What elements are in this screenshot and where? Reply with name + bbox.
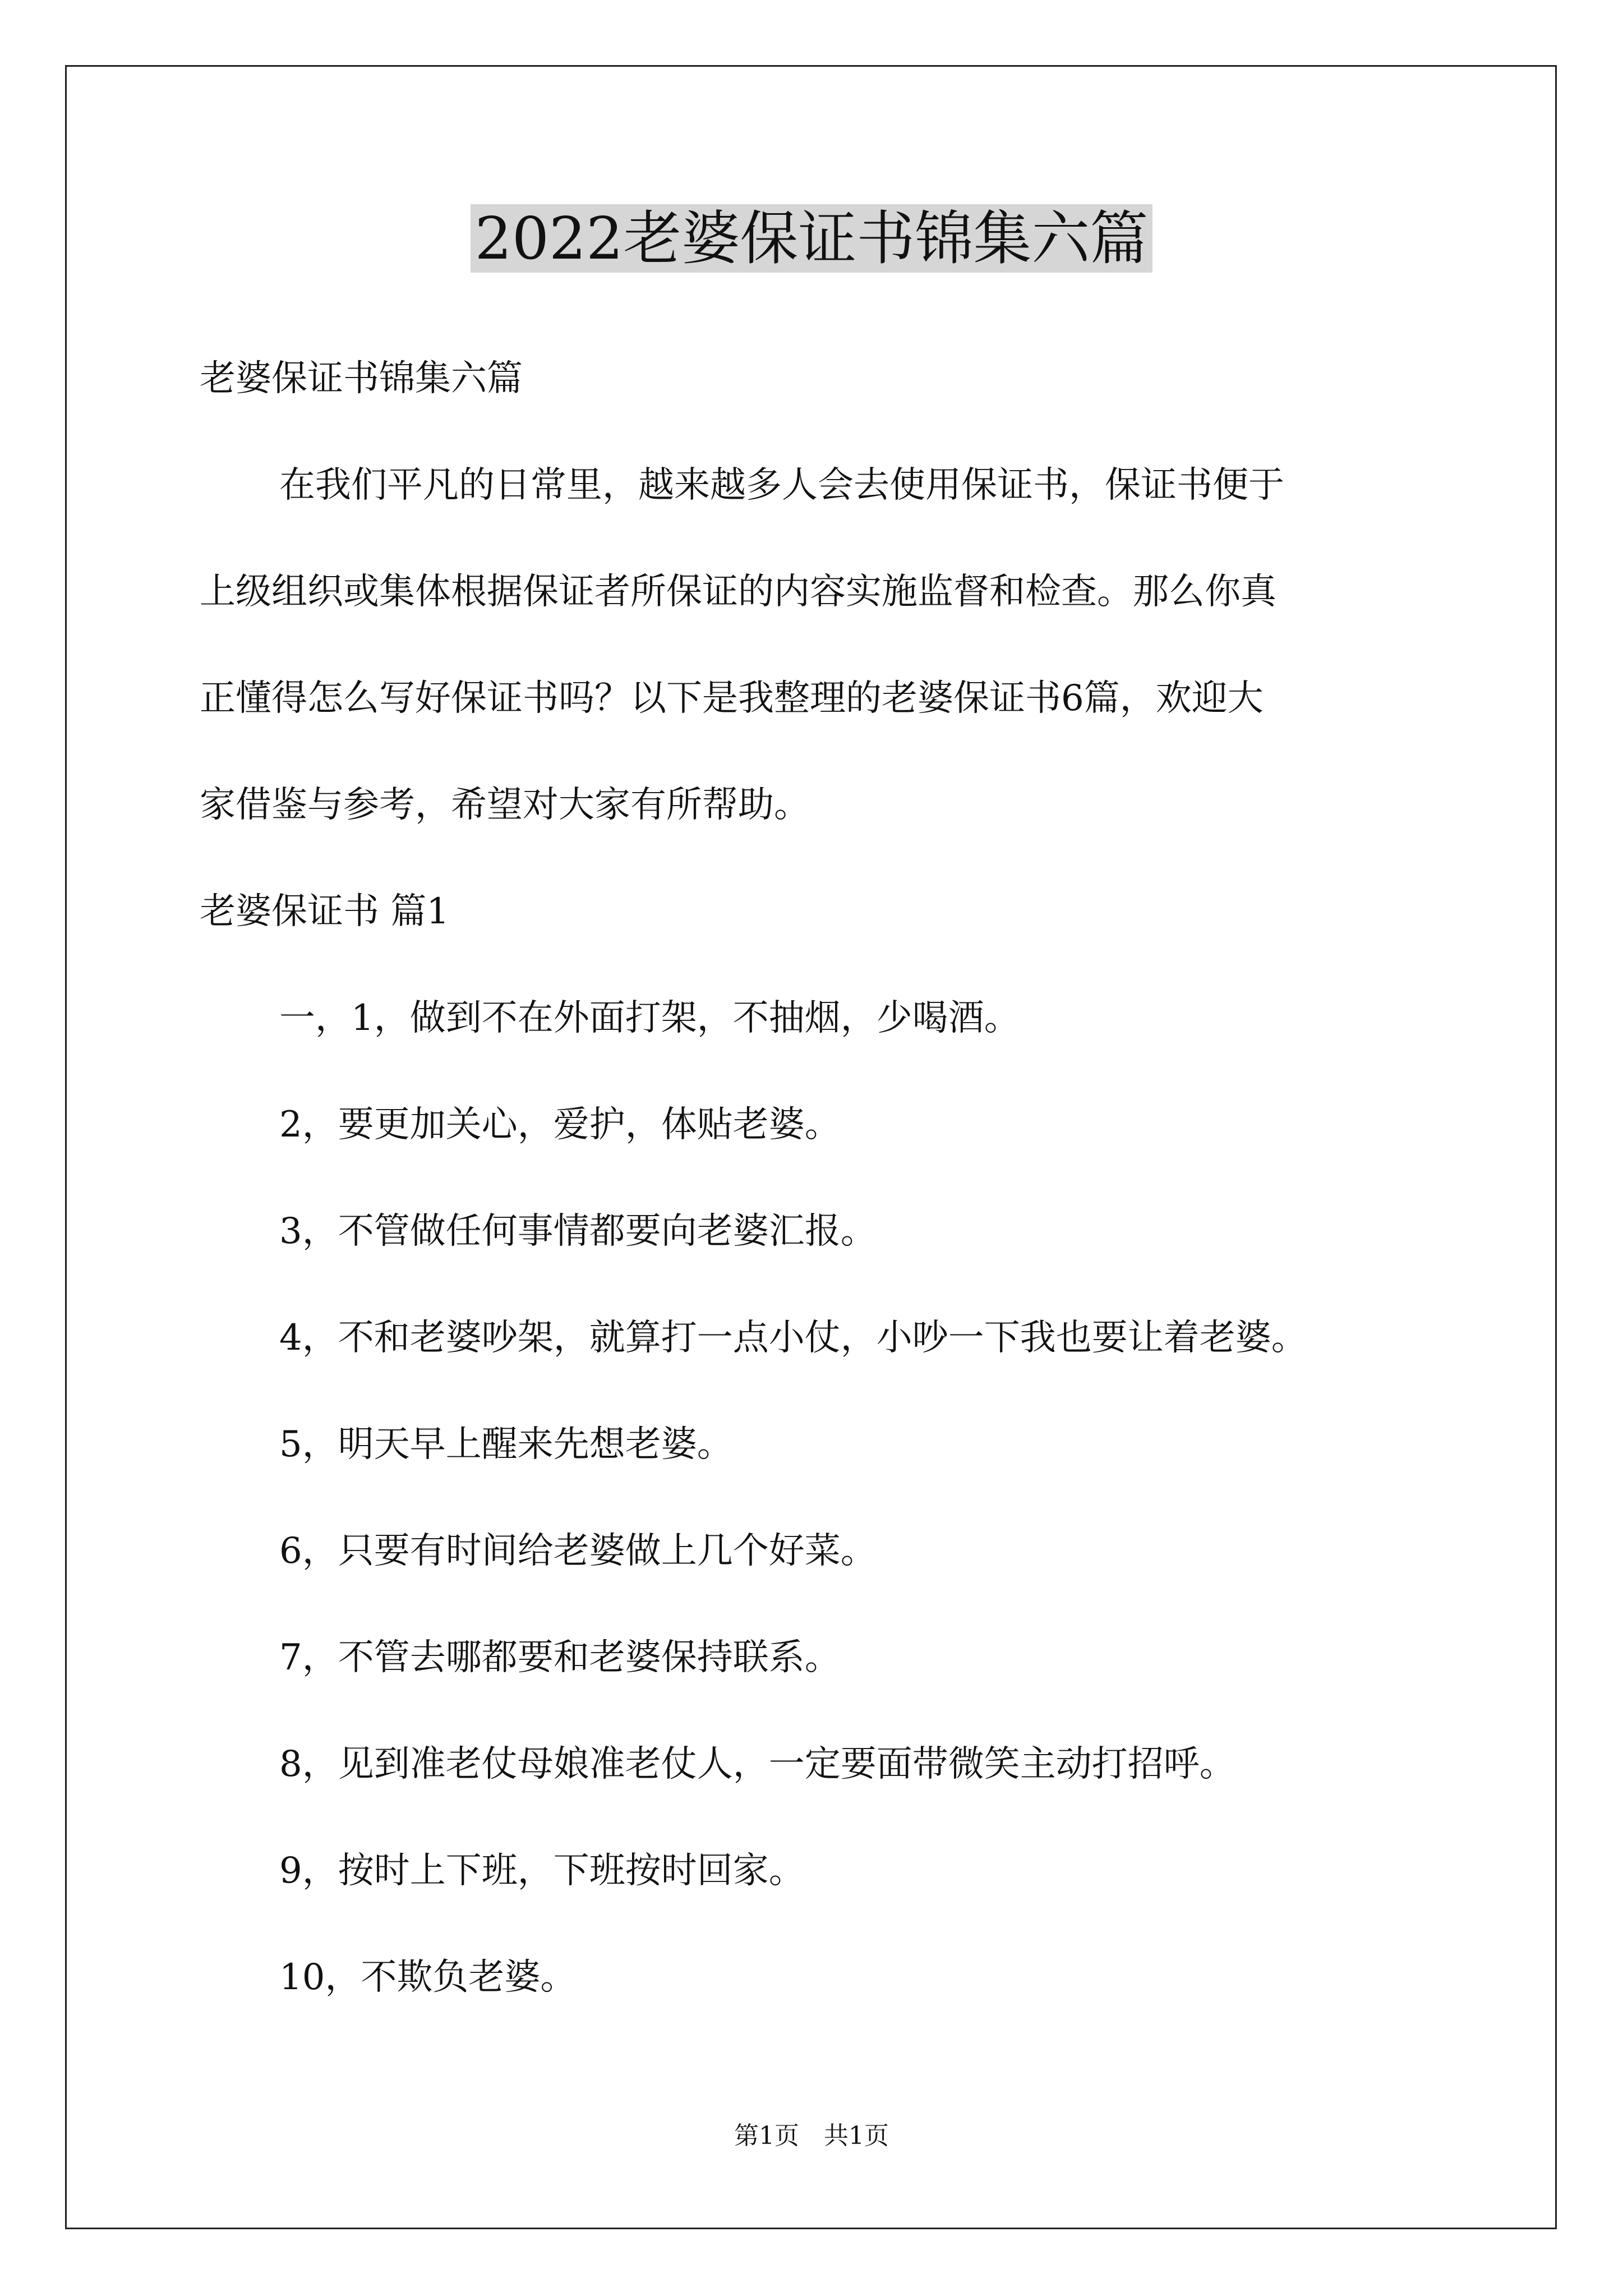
intro-line-4: 家借鉴与参考，希望对大家有所帮助。 (200, 784, 810, 826)
list-item-8: 8，见到准老仗母娘准老仗人，一定要面带微笑主动打招呼。 (279, 1743, 1235, 1785)
list-item-6: 6，只要有时间给老婆做上几个好菜。 (279, 1530, 877, 1572)
section-heading: 老婆保证书 篇1 (200, 891, 450, 932)
document-title-text: 2022老婆保证书锦集六篇 (471, 204, 1153, 273)
document-subtitle: 老婆保证书锦集六篇 (200, 358, 523, 399)
document-title (0, 199, 1623, 278)
list-item-4: 4，不和老婆吵架，就算打一点小仗，小吵一下我也要让着老婆。 (279, 1317, 1307, 1359)
intro-line-3: 正懂得怎么写好保证书吗？以下是我整理的老婆保证书6篇，欢迎大 (200, 678, 1264, 719)
intro-line-1: 在我们平凡的日常里，越来越多人会去使用保证书，保证书便于 (279, 464, 1284, 506)
list-item-5: 5，明天早上醒来先想老婆。 (279, 1424, 733, 1465)
list-item-1: 一，1，做到不在外面打架，不抽烟，少喝酒。 (279, 997, 1020, 1039)
intro-line-2: 上级组织或集体根据保证者所保证的内容实施监督和检查。那么你真 (200, 571, 1276, 613)
list-item-2: 2，要更加关心，爱护，体贴老婆。 (279, 1104, 841, 1145)
list-item-9: 9，按时上下班，下班按时回家。 (279, 1850, 805, 1892)
list-item-10: 10，不欺负老婆。 (279, 1957, 577, 1998)
list-item-3: 3，不管做任何事情都要向老婆汇报。 (279, 1211, 877, 1252)
page-footer: 第1页 共1页 (734, 2122, 889, 2150)
list-item-7: 7，不管去哪都要和老婆保持联系。 (279, 1637, 841, 1678)
